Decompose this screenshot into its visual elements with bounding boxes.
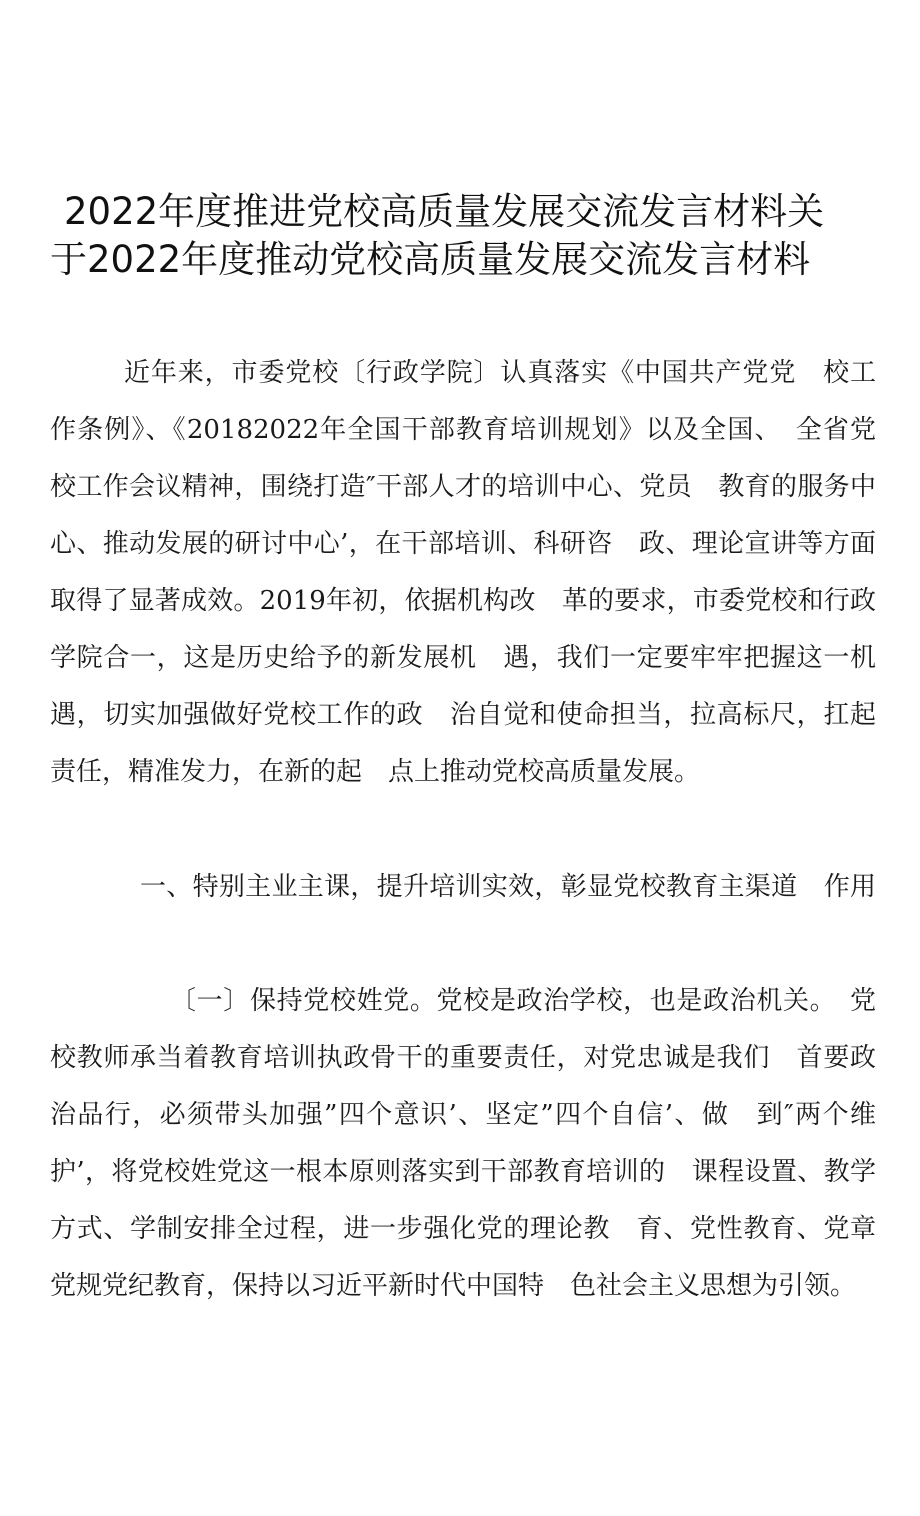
paragraph-line: 遇，切实加强做好党校工作的政 治自觉和使命担当，拉高标尺，扛起 [50,700,876,730]
paragraph-line: 党规党纪教育，保持以习近平新时代中国特 色社会主义思想为引领。 [50,1271,857,1301]
paragraph-line: 取得了显著成效。2019年初，依据机构改 革的要求，市委党校和行政 [50,586,876,616]
paragraph-line: 校工作会议精神，围绕打造″干部人才的培训中心、党员 教育的服务中 [50,472,876,502]
paragraph-line: 方式、学制安排全过程，进一步强化党的理论教 育、党性教育、党章 [50,1214,876,1244]
section-heading: 一、特别主业主课，提升培训实效，彰显党校教育主渠道 作用 [140,872,876,902]
paragraph-line: 作条例》、《20182022年全国干部教育培训规划》以及全国、 全省党 [50,415,876,445]
paragraph-line: 学院合一，这是历史给予的新发展机 遇，我们一定要牢牢把握这一机 [50,643,876,673]
document-title-line-2: 于2022年度推动党校高质量发展交流发言材料 [50,238,811,281]
paragraph-line: 护’，将党校姓党这一根本原则落实到干部教育培训的 课程设置、教学 [50,1157,876,1187]
paragraph-line: 校教师承当着教育培训执政骨干的重要责任，对党忠诚是我们 首要政 [50,1043,876,1073]
paragraph-line: 〔一〕保持党校姓党。党校是政治学校，也是政治机关。 党 [170,986,876,1016]
paragraph-line: 心、推动发展的研讨中心’，在干部培训、科研咨 政、理论宣讲等方面 [50,529,876,559]
paragraph-line: 责任，精准发力，在新的起 点上推动党校高质量发展。 [50,757,701,787]
document-title-line-1: 2022年度推进党校高质量发展交流发言材料关 [64,190,825,233]
paragraph-line: 近年来，市委党校〔行政学院〕认真落实《中国共产党党 校工 [124,358,876,388]
paragraph-line: 治品行，必须带头加强”四个意识’、坚定”四个自信’、做 到″两个维 [50,1100,876,1130]
